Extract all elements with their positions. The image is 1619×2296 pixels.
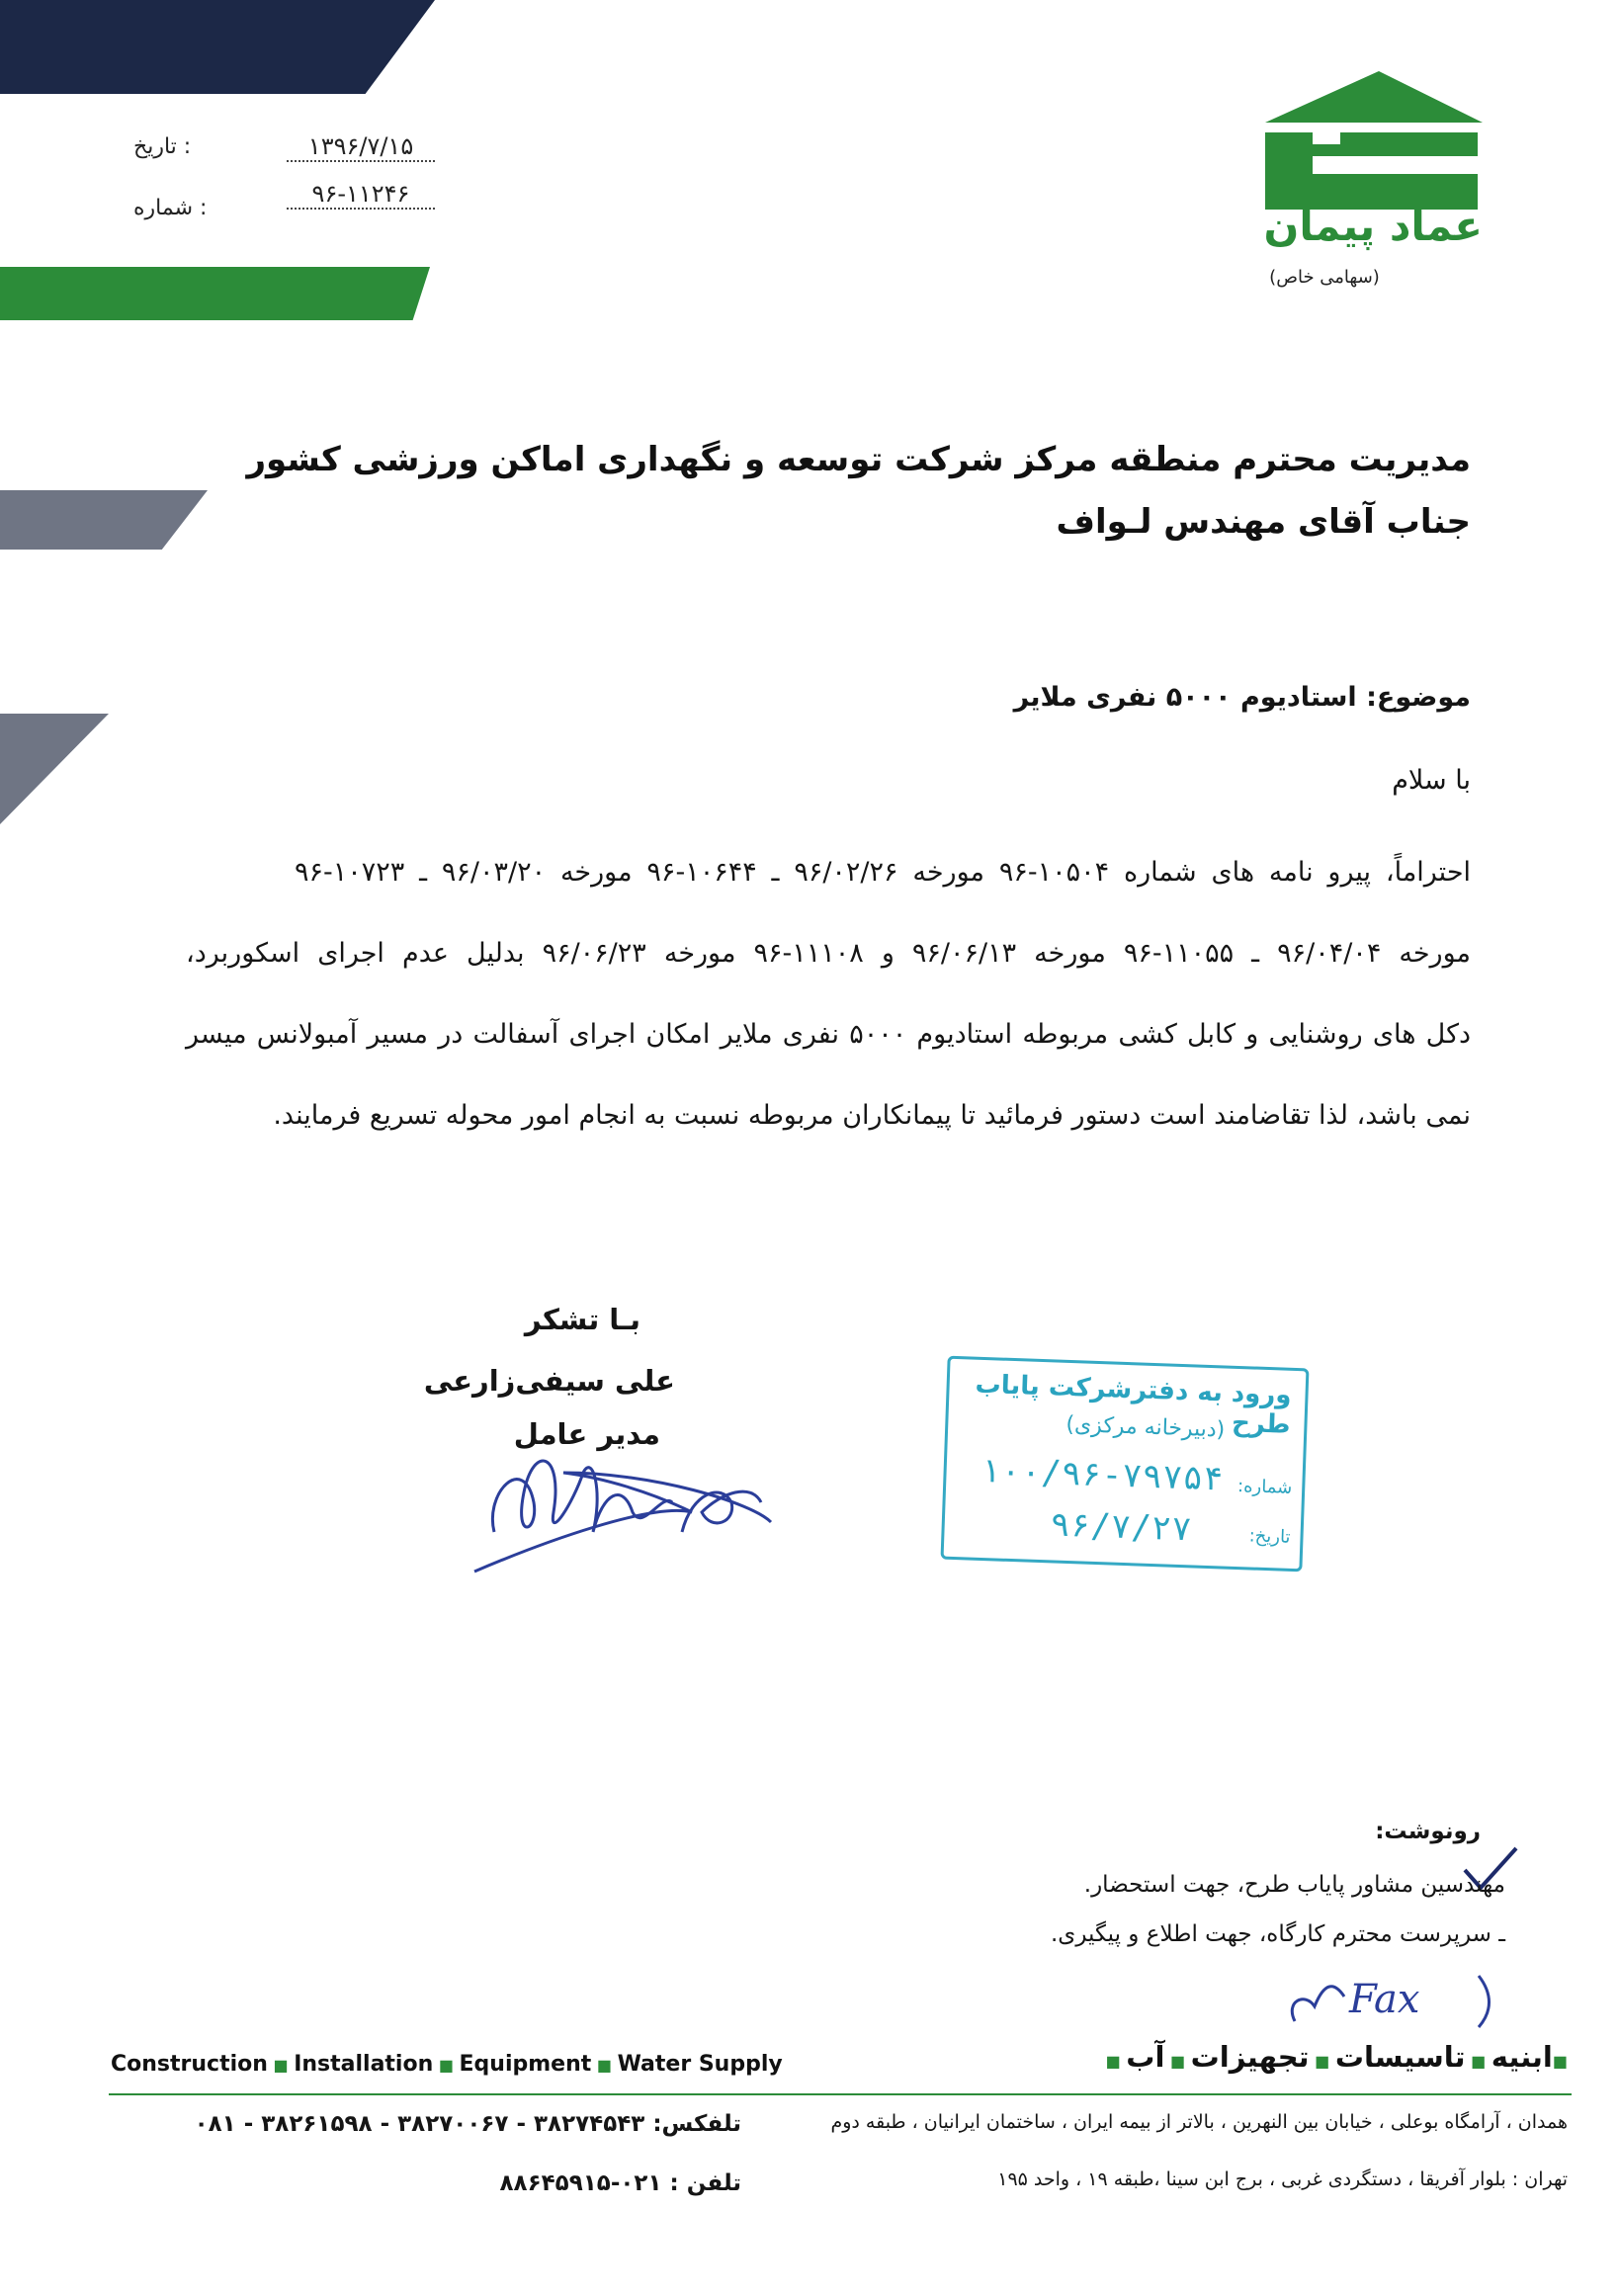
body-line-2: مورخه ۹۶/۰۴/۰۴ ـ ۱۱۰۵۵-۹۶ مورخه ۹۶/۰۶/۱۳ و ۱۱۱۰۸-۹۶ مورخه ۹۶/۰۶/۲۳ بدلیل عدم اجرای اسکوربرد، — [186, 938, 1471, 969]
number-label: : شماره — [133, 196, 208, 220]
handwritten-fax-note: Fax — [1349, 1977, 1420, 2022]
service-water-supply: Water Supply — [617, 2052, 783, 2077]
service-fa-2: تاسیسات — [1334, 2040, 1466, 2074]
bullet-square-icon: ■ — [591, 2056, 618, 2075]
tehran-address: تهران : بلوار آفریقا ، دستگردی غربی ، برج ابن سینا ،طبقه ۱۹ ، واحد ۱۹۵ — [997, 2168, 1568, 2190]
handwritten-parenthesis-icon — [1475, 1972, 1494, 2031]
company-logo-icon — [1265, 71, 1483, 210]
handwritten-mark-icon — [1285, 1972, 1354, 2031]
cc-item-1: مهندسین مشاور پایاب طرح، جهت استحضار. — [1083, 1872, 1505, 1898]
received-stamp — [941, 1356, 1310, 1573]
bullet-square-icon: ■ — [1552, 2052, 1568, 2071]
date-value: ۱۳۹۶/۷/۱۵ — [287, 132, 435, 162]
footer-divider — [109, 2093, 1572, 2095]
date-label: : تاریخ — [133, 134, 192, 159]
grey-shape-upper — [0, 490, 208, 550]
stamp-title: ورود به دفترشرکت پایاب طرح — [975, 1369, 1293, 1440]
greeting: با سلام — [1392, 765, 1471, 796]
footer-services-en — [111, 2052, 783, 2077]
cc-heading: رونوشت: — [1375, 1819, 1481, 1844]
green-band-shape — [0, 267, 430, 320]
tehran-phone: تلفن : ۰۲۱-۸۸۶۴۵۹۱۵ — [499, 2170, 741, 2196]
hamedan-phones: تلفکس: ۳۸۲۷۴۵۴۳ - ۳۸۲۷۰۰۶۷ - ۳۸۲۶۱۵۹۸ - ۰۸۱ — [194, 2111, 741, 2137]
service-fa-3: تجهیزات — [1190, 2040, 1310, 2074]
hamedan-address: همدان ، آرامگاه بوعلی ، خیابان بین النهرین ، بالاتر از بیمه ایران ، ساختمان ایرانیان ، طبقه دوم — [830, 2111, 1568, 2133]
service-construction: Construction — [111, 2052, 268, 2077]
stamp-subtitle: (دبیرخانه مرکزی) — [1065, 1411, 1226, 1443]
grey-shape-lower — [0, 714, 109, 824]
cc-item-2: ـ سرپرست محترم کارگاه، جهت اطلاع و پیگیری. — [1051, 1921, 1505, 1947]
service-fa-1: ابنیه — [1491, 2040, 1553, 2074]
stamp-number-value: ۱۰۰/۹۶-۷۹۷۵۴ — [980, 1450, 1225, 1499]
service-equipment: Equipment — [459, 2052, 592, 2077]
recipient-line-2: جناب آقای مهندس لـواف — [1056, 502, 1471, 542]
number-value: ۹۶-۱۱۲۴۶ — [287, 180, 435, 210]
handwritten-signature-icon — [455, 1384, 801, 1591]
signatory-name: علی سیفی‌زارعی — [423, 1364, 675, 1398]
service-installation: Installation — [294, 2052, 434, 2077]
bullet-square-icon: ■ — [1309, 2052, 1335, 2071]
stamp-number-label: شماره: — [1236, 1476, 1293, 1498]
subject-line: موضوع: استادیوم ۵۰۰۰ نفری ملایر — [1013, 682, 1471, 713]
service-fa-4: آب — [1126, 2040, 1165, 2074]
recipient-line-1: مدیریت محترم منطقه مرکز شرکت توسعه و نگهداری اماکن ورزشی کشور — [246, 440, 1471, 479]
stamp-date-value: ۹۶/۷/۲۷ — [1049, 1504, 1193, 1550]
signature-closing: بـا تشکر — [524, 1303, 640, 1336]
body-line-3: دکل های روشنایی و کابل کشی مربوطه استادیوم ۵۰۰۰ نفری ملایر امکان اجرای آسفالت در مسیر آمبولانس میسر — [186, 1019, 1471, 1050]
body-line-1: احتراماً، پیرو نامه های شماره ۱۰۵۰۴-۹۶ مورخه ۹۶/۰۲/۲۶ ـ ۱۰۶۴۴-۹۶ مورخه ۹۶/۰۳/۲۰ ـ ۱۰۷۲۳-۹۶ — [295, 857, 1472, 888]
footer-services-fa — [1106, 2040, 1568, 2074]
stamp-date-label: تاریخ: — [1248, 1525, 1291, 1548]
bullet-square-icon: ■ — [433, 2056, 460, 2075]
bullet-square-icon: ■ — [1105, 2052, 1127, 2071]
bullet-square-icon: ■ — [1164, 2052, 1191, 2071]
bullet-square-icon: ■ — [1465, 2052, 1491, 2071]
company-type: (سهامی خاص) — [1269, 267, 1380, 288]
body-line-4: نمی باشد، لذا تقاضامند است دستور فرمائید تا پیمانکاران مربوطه نسبت به انجام امور محوله تسریع فرمایند. — [273, 1100, 1471, 1131]
company-name: عماد پیمان — [1263, 202, 1483, 250]
bullet-square-icon: ■ — [267, 2056, 295, 2075]
signatory-title: مدیر عامل — [513, 1417, 660, 1451]
navy-corner-shape — [0, 0, 435, 94]
